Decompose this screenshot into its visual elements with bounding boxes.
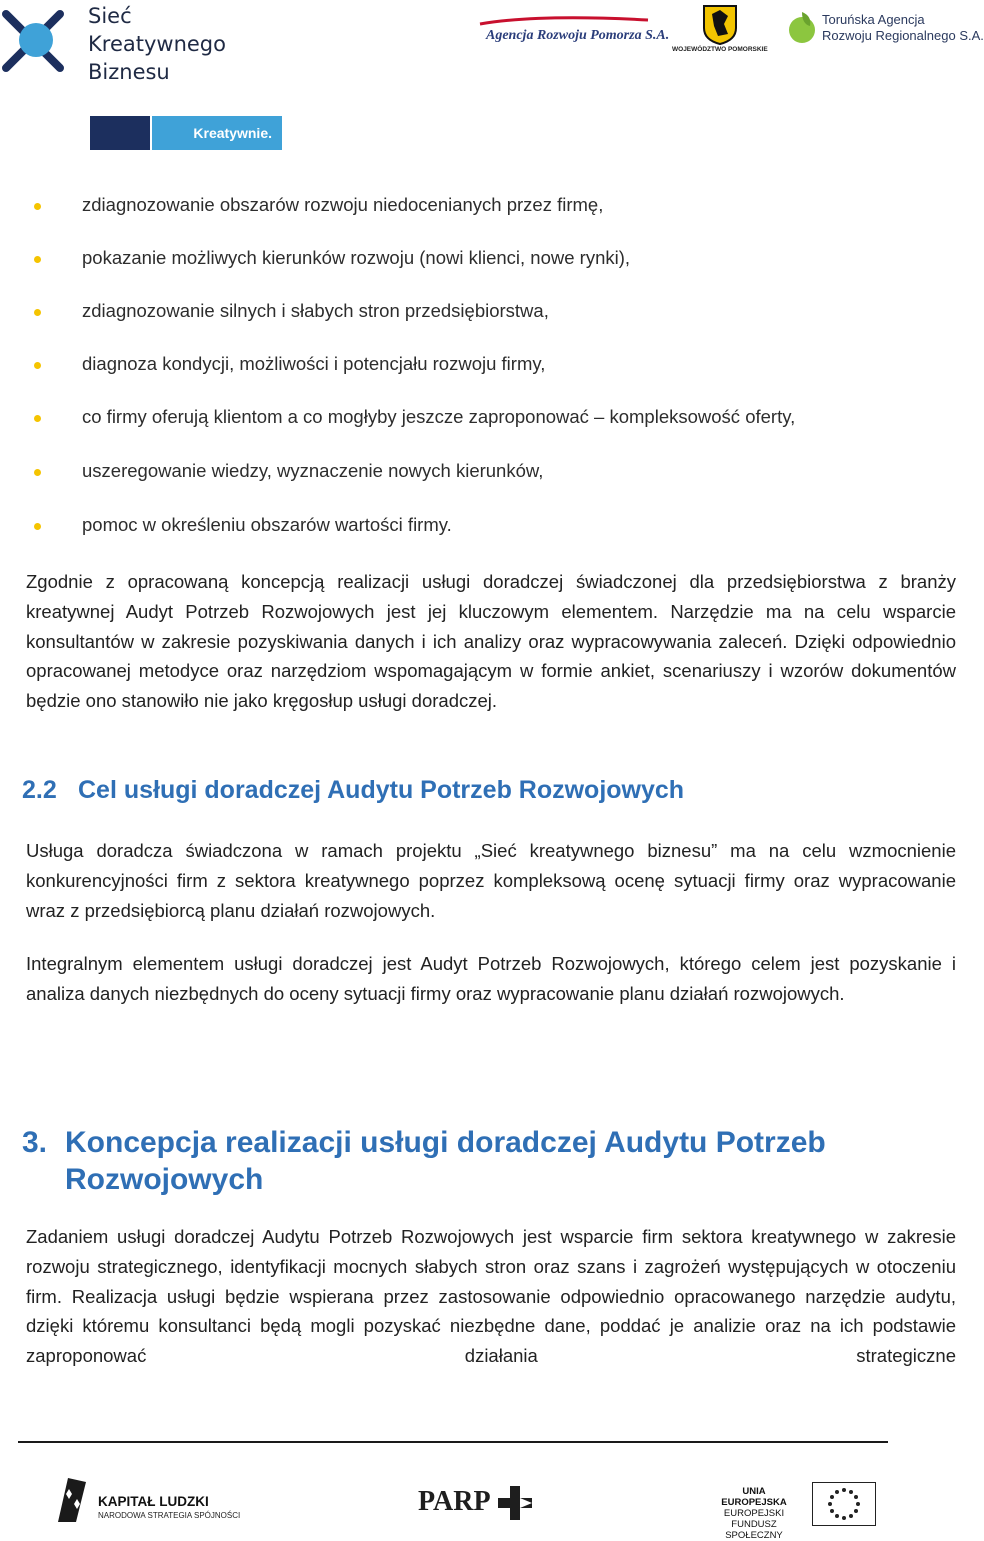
tarr-logo [786, 8, 984, 52]
section-title: Cel usługi doradczej Audytu Potrzeb Rozwojowych [78, 776, 685, 804]
ue-efs-logo [712, 1482, 872, 1541]
section-title: Koncepcja realizacji usługi doradczej Audytu Potrzeb Rozwojowych [65, 1126, 826, 1196]
section-number: 3. [22, 1126, 48, 1159]
arp-swoosh-icon [478, 14, 654, 28]
ue-line-3: FUNDUSZ SPOŁECZNY [725, 1519, 783, 1541]
bullet-dot-icon [34, 309, 41, 316]
ue-line-1: UNIA EUROPEJSKA [721, 1486, 787, 1508]
paragraph-service-goal: Usługa doradcza świadczona w ramach projektu „Sieć kreatywnego biznesu” ma na celu wzmocnienie konkurencyjności firm z sektora kreatywnego poprzez kompleksową ocenę sytuacji firmy oraz wypracowanie wraz z przedsiębiorcą planu działań rozwojowych. [26, 840, 956, 921]
eu-flag-icon [812, 1482, 876, 1526]
brand-line-2: Kreatywnego [88, 32, 226, 56]
arp-logo [478, 14, 670, 48]
section-heading-2-2 [22, 776, 684, 805]
list-item: diagnoza kondycji, możliwości i potencjału rozwoju firmy, [82, 353, 545, 375]
bullet-dot-icon [34, 523, 41, 530]
siec-kreatywnego-biznesu-logo [0, 0, 230, 100]
parp-cross-icon [498, 1486, 532, 1520]
list-item: uszeregowanie wiedzy, wyznaczenie nowych kierunków, [82, 460, 543, 482]
footer-divider [18, 1441, 888, 1443]
tarr-line-2: Rozwoju Regionalnego S.A. [822, 28, 984, 43]
wojewodztwo-name: WOJEWÓDZTWO POMORSKIE [672, 46, 768, 53]
parp-logo [418, 1482, 538, 1522]
brand-name [88, 2, 226, 86]
bullet-dot-icon [34, 415, 41, 422]
arp-name: Agencja Rozwoju Pomorza S.A. [486, 28, 670, 43]
ue-text [712, 1486, 796, 1541]
paragraph-audit-concept: Zgodnie z opracowaną koncepcją realizacji usługi doradczej świadczonej dla przedsiębiorstwa z branży kreatywnej Audyt Potrzeb Rozwojowych jest jej kluczowym elementem. Narzędzie ma na celu wsparcie konsultantów w zakresie pozyskiwania danych i ich analizy oraz wypracowywania zaleceń. Dzięki odpowiednio opracowanej metodyce oraz narzędziom wspomagającym w formie ankiet, scenariuszy i wzorów dokumentów będzie ono stanowiło nie jako kręgosłup usługi doradczej. [26, 571, 956, 712]
brand-line-3: Biznesu [88, 60, 170, 84]
bullet-dot-icon [34, 256, 41, 263]
tarr-leaf-icon [786, 8, 820, 48]
brand-mark-icon [0, 0, 90, 100]
kapital-ludzki-title: KAPITAŁ LUDZKI [98, 1494, 209, 1509]
wojewodztwo-pomorskie-logo [672, 4, 768, 56]
list-item: zdiagnozowanie silnych i słabych stron przedsiębiorstwa, [82, 300, 549, 322]
page-header [0, 0, 984, 160]
list-item: co firmy oferują klientom a co mogłyby jeszcze zaproponować – kompleksowość oferty, [82, 406, 795, 428]
bullet-dot-icon [34, 203, 41, 210]
banner-light-block [152, 116, 282, 150]
section-number: 2.2 [22, 776, 57, 804]
griffin-crest-icon [672, 4, 768, 46]
kapital-ludzki-logo [54, 1474, 254, 1526]
brand-line-1: Sieć [88, 4, 132, 28]
list-item: pokazanie możliwych kierunków rozwoju (nowi klienci, nowe rynki), [82, 247, 630, 269]
bullet-dot-icon [34, 469, 41, 476]
page-footer [0, 1462, 960, 1541]
banner-dark-block [90, 116, 150, 150]
paragraph-integral-element: Integralnym elementem usługi doradczej jest Audyt Potrzeb Rozwojowych, którego celem jest pozyskanie i analiza danych niezbędnych do oceny sytuacji firmy oraz wypracowanie planu działań rozwojowych. [26, 953, 956, 1004]
tarr-name [822, 12, 984, 44]
parp-wordmark: PARP [418, 1486, 491, 1517]
kapital-ludzki-subtitle: NARODOWA STRATEGIA SPÓJNOŚCI [98, 1511, 241, 1520]
tarr-line-1: Toruńska Agencja [822, 12, 925, 27]
bullet-dot-icon [34, 362, 41, 369]
ue-line-2: EUROPEJSKI [723, 1508, 785, 1519]
banner-tagline: Kreatywnie. [193, 125, 272, 141]
list-item: zdiagnozowanie obszarów rozwoju niedocenianych przez firmę, [82, 194, 603, 216]
paragraph-service-task: Zadaniem usługi doradczej Audytu Potrzeb Rozwojowych jest wsparcie firm sektora kreatywnego w zakresie rozwoju strategicznego, identyfikacji mocnych słabych stron oraz szans i zagrożeń występujących w otoczeniu firm. Realizacja usługi będzie wspierana przez zastosowanie odpowiednio opracowanego narzędzie audytu, dzięki któremu konsultanci będą mogli pozyskać niezbędne dane, poddać je analizie oraz na ich podstawie zaproponować działania strategiczne [26, 1226, 956, 1367]
list-item: pomoc w określeniu obszarów wartości firmy. [82, 514, 452, 536]
kapital-ludzki-mark-icon [54, 1474, 90, 1524]
kreatywnie-banner [90, 116, 282, 150]
